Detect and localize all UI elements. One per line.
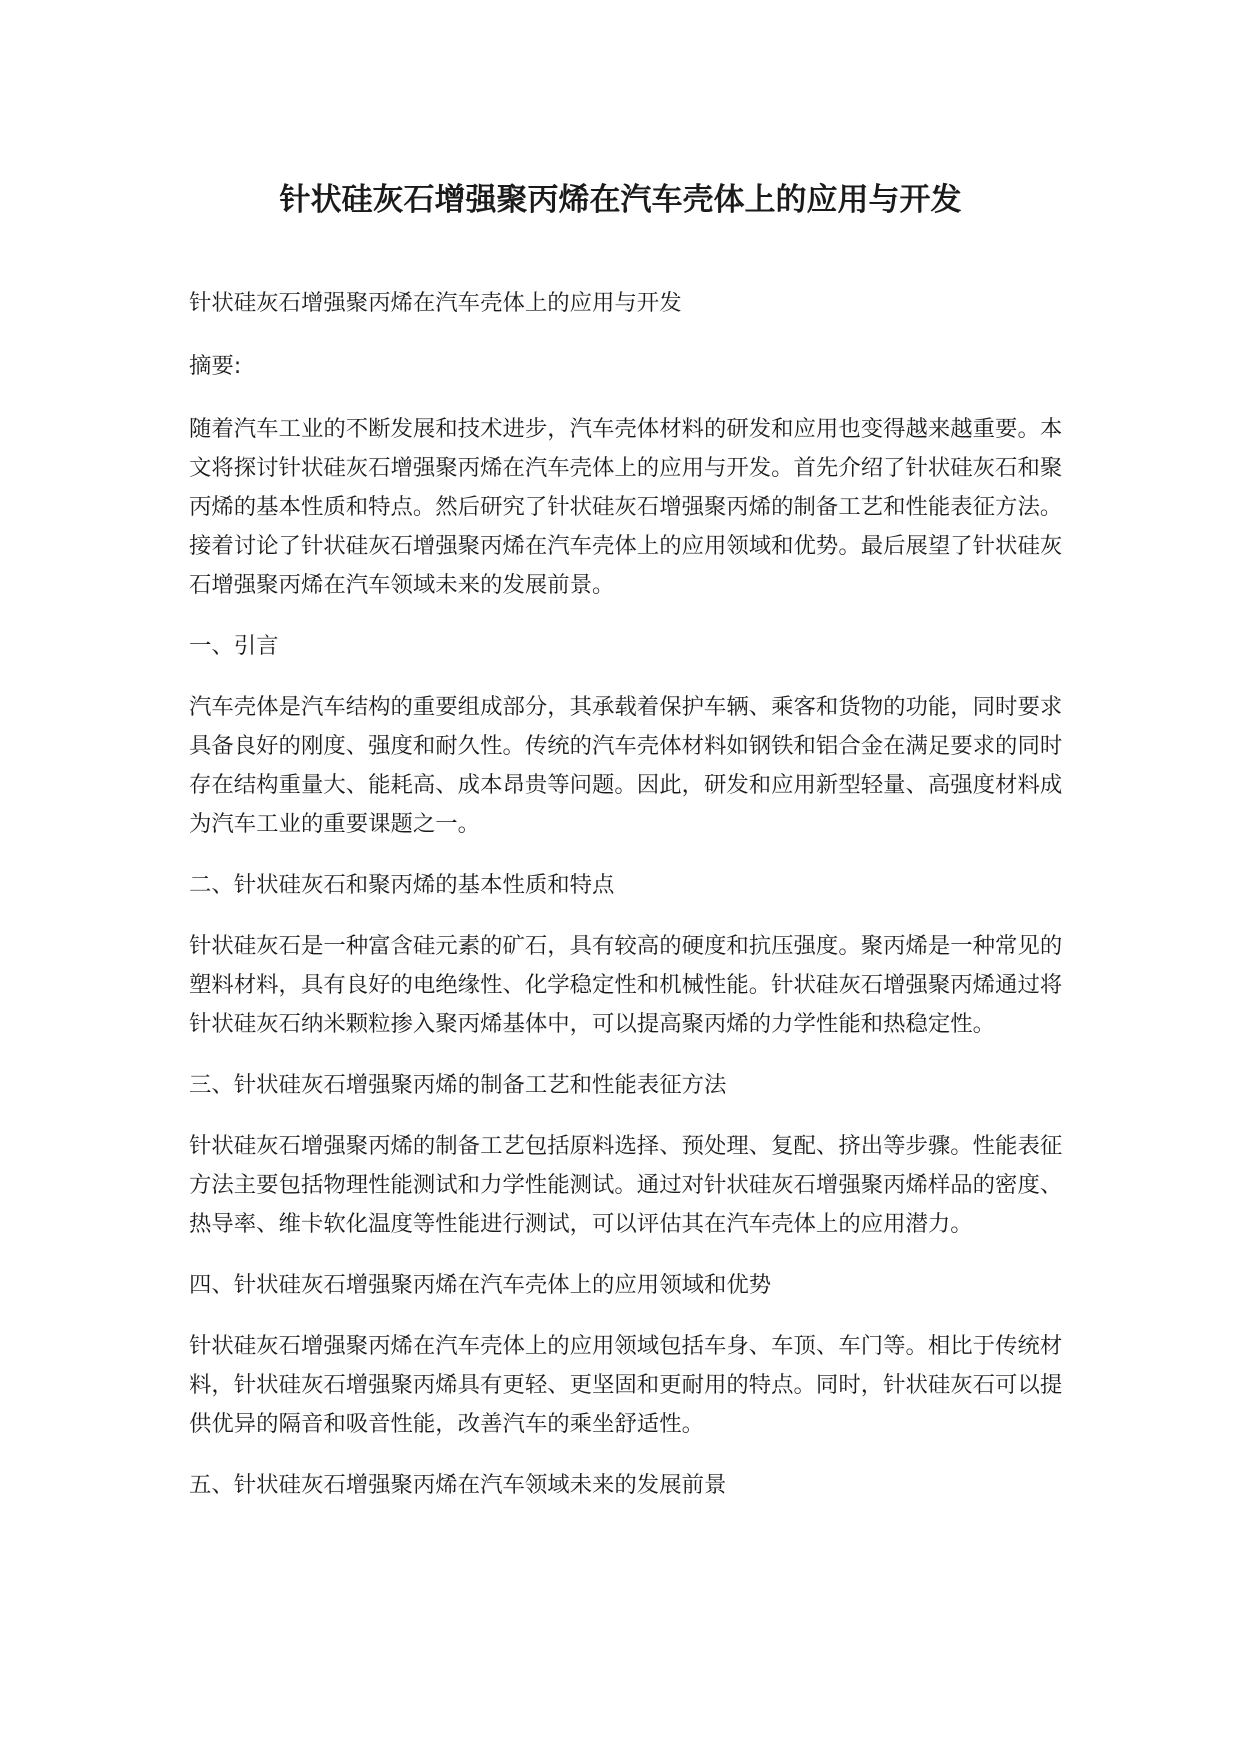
abstract-text: 随着汽车工业的不断发展和技术进步，汽车壳体材料的研发和应用也变得越来越重要。本文将探讨针状硅灰石增强聚丙烯在汽车壳体上的应用与开发。首先介绍了针状硅灰石和聚丙烯的基本性质和特点。然后研究了针状硅灰石增强聚丙烯的制备工艺和性能表征方法。接着讨论了针状硅灰石增强聚丙烯在汽车壳体上的应用领域和优势。最后展望了针状硅灰石增强聚丙烯在汽车领域未来的发展前景。 — [189, 416, 1063, 598]
section-body-preparation: 针状硅灰石增强聚丙烯的制备工艺包括原料选择、预处理、复配、挤出等步骤。性能表征方法主要包括物理性能测试和力学性能测试。通过对针状硅灰石增强聚丙烯样品的密度、热导率、维卡软化温度等性能进行测试，可以评估其在汽车壳体上的应用潜力。 — [189, 1133, 1063, 1237]
document-body — [189, 284, 1069, 1527]
document-title: 针状硅灰石增强聚丙烯在汽车壳体上的应用与开发 — [279, 182, 962, 218]
section-heading-applications: 四、针状硅灰石增强聚丙烯在汽车壳体上的应用领域和优势 — [189, 1272, 772, 1298]
section-heading-preparation: 三、针状硅灰石增强聚丙烯的制备工艺和性能表征方法 — [189, 1072, 727, 1098]
section-body-applications: 针状硅灰石增强聚丙烯在汽车壳体上的应用领域包括车身、车顶、车门等。相比于传统材料，针状硅灰石增强聚丙烯具有更轻、更坚固和更耐用的特点。同时，针状硅灰石可以提供优异的隔音和吸音性能，改善汽车的乘坐舒适性。 — [189, 1333, 1063, 1437]
section-body-properties: 针状硅灰石是一种富含硅元素的矿石，具有较高的硬度和抗压强度。聚丙烯是一种常见的塑料材料，具有良好的电绝缘性、化学稳定性和机械性能。针状硅灰石增强聚丙烯通过将针状硅灰石纳米颗粒掺入聚丙烯基体中，可以提高聚丙烯的力学性能和热稳定性。 — [189, 933, 1063, 1037]
section-heading-introduction: 一、引言 — [189, 633, 279, 659]
section-heading-properties: 二、针状硅灰石和聚丙烯的基本性质和特点 — [189, 872, 615, 898]
section-body-introduction: 汽车壳体是汽车结构的重要组成部分，其承载着保护车辆、乘客和货物的功能，同时要求具备良好的刚度、强度和耐久性。传统的汽车壳体材料如钢铁和铝合金在满足要求的同时存在结构重量大、能耗高、成本昂贵等问题。因此，研发和应用新型轻量、高强度材料成为汽车工业的重要课题之一。 — [189, 694, 1063, 837]
document-subtitle: 针状硅灰石增强聚丙烯在汽车壳体上的应用与开发 — [189, 290, 682, 316]
abstract-label: 摘要: — [189, 353, 242, 379]
section-heading-prospects: 五、针状硅灰石增强聚丙烯在汽车领域未来的发展前景 — [189, 1472, 727, 1498]
